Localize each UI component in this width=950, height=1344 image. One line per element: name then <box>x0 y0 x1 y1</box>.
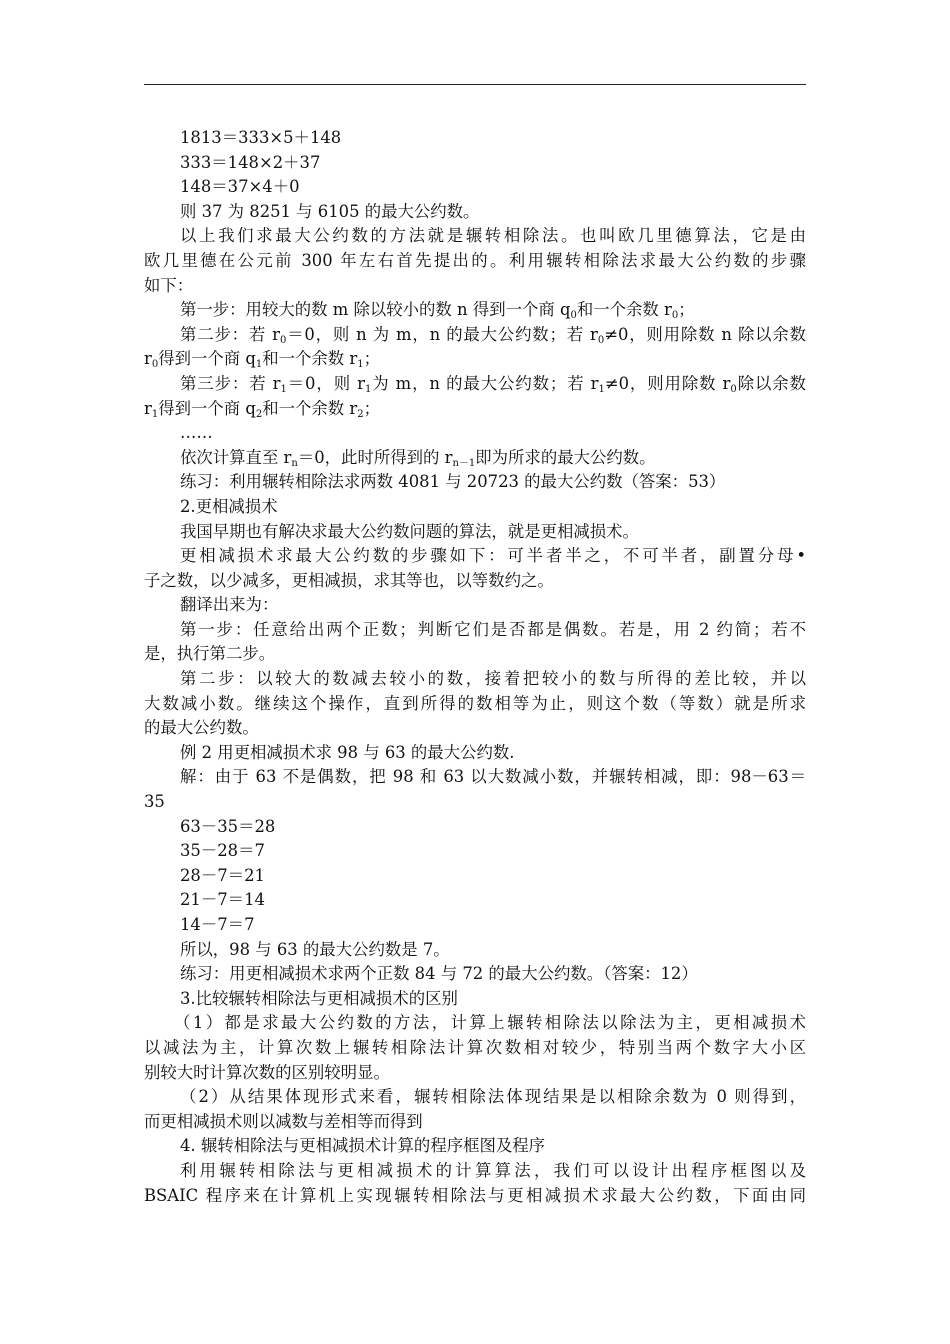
text-line <box>144 593 806 618</box>
text-line <box>144 962 806 987</box>
subscript: 0 <box>597 334 605 346</box>
text-line <box>144 569 806 594</box>
text-line <box>144 372 806 397</box>
text-line <box>144 224 806 249</box>
text-line <box>144 618 806 643</box>
text-line <box>144 200 806 225</box>
text-segment: 第一步：用较大的数 m 除以较小的数 n 得到一个商 q <box>180 300 571 320</box>
text-segment: ； <box>363 349 381 369</box>
text-line <box>144 1085 806 1110</box>
text-line <box>144 298 806 323</box>
text-segment: 14－7＝7 <box>180 915 255 934</box>
text-line <box>144 642 806 667</box>
text-segment: 和一个余数 r <box>576 300 672 320</box>
text-segment: 和一个余数 r <box>262 349 358 369</box>
text-segment: ＝0，则 r <box>286 373 365 393</box>
text-line <box>144 913 806 938</box>
text-segment: 3.比较辗转相除法与更相减损术的区别 <box>180 988 458 1008</box>
document-body <box>144 126 806 1208</box>
text-segment: r <box>144 349 152 369</box>
text-segment: 得到一个商 q <box>158 398 256 418</box>
text-segment: 以上我们求最大公约数的方法就是辗转相除法。也叫欧几里德算法，它是由 <box>180 226 806 246</box>
text-segment: 63－35＝28 <box>180 816 276 836</box>
text-line <box>144 249 806 274</box>
text-segment: ≠0，则用除数 n 除以余数 <box>604 324 807 344</box>
text-segment: 21－7＝14 <box>180 890 265 910</box>
text-line <box>144 667 806 692</box>
text-segment: ≠0，则用除数 r <box>604 373 731 393</box>
text-segment: 依次计算直至 r <box>180 447 292 467</box>
subscript: 1 <box>280 383 287 395</box>
text-line <box>144 470 806 495</box>
text-line <box>144 347 806 372</box>
text-segment: 1813＝333×5＋148 <box>180 128 342 147</box>
text-line <box>144 323 806 348</box>
text-segment: 例 2 用更相减损术求 98 与 63 的最大公约数. <box>180 742 515 762</box>
subscript: 0 <box>570 310 577 322</box>
text-line <box>144 815 806 840</box>
text-line <box>144 790 806 815</box>
text-line <box>144 938 806 963</box>
text-line <box>144 397 806 422</box>
text-segment: 利用辗转相除法与更相减损术的计算算法，我们可以设计出程序框图以及 <box>180 1160 806 1180</box>
text-line <box>144 1011 806 1036</box>
subscript: 0 <box>671 310 679 322</box>
text-line <box>144 520 806 545</box>
text-segment: 2.更相减损术 <box>180 496 278 516</box>
text-segment: （2）从结果体现形式来看，辗转相除法体现结果是以相除余数为 0 则得到， <box>180 1087 806 1107</box>
text-line <box>144 692 806 717</box>
text-segment: ＝0，则 n 为 m，n 的最大公约数；若 r <box>286 324 598 344</box>
text-line <box>144 864 806 889</box>
text-segment: 子之数，以少减多，更相减损，求其等也，以等数约之。 <box>144 570 554 590</box>
text-line <box>144 1159 806 1184</box>
text-segment: （1）都是求最大公约数的方法，计算上辗转相除法以除法为主，更相减损术 <box>174 1013 806 1033</box>
text-segment: 除以余数 <box>736 373 806 393</box>
text-line <box>144 126 806 151</box>
subscript: n－1 <box>452 457 476 469</box>
text-segment: 第三步：若 r <box>180 373 281 393</box>
text-line <box>144 495 806 520</box>
subscript: 0 <box>151 359 159 371</box>
text-segment: ； <box>678 300 695 320</box>
text-segment: 大数减小数。继续这个操作，直到所得的数相等为止，则这个数（等数）就是所求 <box>144 693 806 713</box>
text-segment: 欧几里德在公元前 300 年左右首先提出的。利用辗转相除法求最大公约数的步骤 <box>144 250 806 270</box>
text-segment: 而更相减损术则以减数与差相等而得到 <box>144 1111 423 1131</box>
text-line <box>144 544 806 569</box>
text-segment: 4. 辗转相除法与更相减损术计算的程序框图及程序 <box>180 1136 546 1156</box>
subscript: 1 <box>364 383 372 395</box>
text-segment: r <box>144 398 152 418</box>
text-line <box>144 175 806 200</box>
subscript: 1 <box>255 359 263 371</box>
text-segment: 翻译出来为： <box>180 595 279 615</box>
text-segment: 更相减损术求最大公约数的步骤如下：可半者半之，不可半者，副置分母• <box>180 546 806 566</box>
text-segment: 别较大时计算次数的区别较明显。 <box>144 1062 390 1082</box>
text-line <box>144 1061 806 1086</box>
text-segment: 第一步：任意给出两个正数；判断它们是否都是偶数。若是，用 2 约简；若不 <box>180 619 806 639</box>
text-segment: 如下： <box>144 275 194 295</box>
text-line <box>144 987 806 1012</box>
text-segment: 则 37 为 8251 与 6105 的最大公约数。 <box>180 201 480 221</box>
text-line <box>144 1036 806 1061</box>
text-segment: 第二步：以较大的数减去较小的数，接着把较小的数与所得的差比较，并以 <box>180 669 806 689</box>
text-segment: 我国早期也有解决求最大公约数问题的算法，就是更相减损术。 <box>180 521 639 541</box>
subscript: 2 <box>255 408 263 420</box>
subscript: 1 <box>357 359 364 371</box>
text-segment: 35－28＝7 <box>180 841 265 861</box>
text-line <box>144 421 806 446</box>
text-segment: 和一个余数 r <box>262 398 358 418</box>
text-segment: 所以，98 与 63 的最大公约数是 7。 <box>180 939 450 959</box>
text-segment: 练习：用更相减损术求两个正数 84 与 72 的最大公约数。（答案：12） <box>180 964 698 984</box>
text-segment: 35 <box>144 792 165 812</box>
text-line <box>144 274 806 299</box>
subscript: 1 <box>598 383 605 395</box>
text-segment: 28－7＝21 <box>180 865 265 885</box>
text-segment: 的最大公约数。 <box>144 718 259 738</box>
text-segment: 148＝37×4＋0 <box>180 177 300 197</box>
subscript: 1 <box>151 408 159 420</box>
text-line <box>144 1134 806 1159</box>
text-line <box>144 151 806 176</box>
subscript: 0 <box>730 383 737 395</box>
text-segment: 为 m，n 的最大公约数；若 r <box>371 373 599 393</box>
text-segment: 得到一个商 q <box>158 349 256 369</box>
text-segment: 是，执行第二步。 <box>144 644 276 664</box>
header-rule <box>144 84 806 85</box>
text-segment: …… <box>180 423 213 443</box>
text-segment: ＝0，此时所得到的 r <box>297 447 453 467</box>
text-line <box>144 741 806 766</box>
text-segment: 即为所求的最大公约数。 <box>475 447 656 467</box>
text-segment: 第二步：若 r <box>180 324 280 344</box>
text-line <box>144 839 806 864</box>
text-line <box>144 1110 806 1135</box>
subscript: 0 <box>279 334 287 346</box>
text-segment: ； <box>363 398 381 418</box>
text-segment: 练习：利用辗转相除法求两数 4081 与 20723 的最大公约数（答案：53） <box>180 472 726 492</box>
subscript: n <box>291 457 298 469</box>
text-segment: 以减法为主，计算次数上辗转相除法计算次数相对较少，特别当两个数字大小区 <box>144 1037 806 1057</box>
subscript: 2 <box>357 408 364 420</box>
text-segment: 解：由于 63 不是偶数，把 98 和 63 以大数减小数，并辗转相减，即：98－63＝ <box>180 767 806 787</box>
text-line <box>144 1184 806 1209</box>
text-line <box>144 888 806 913</box>
text-line <box>144 446 806 471</box>
text-line <box>144 765 806 790</box>
text-segment: BSAIC 程序来在计算机上实现辗转相除法与更相减损术求最大公约数，下面由同 <box>144 1185 806 1205</box>
text-line <box>144 716 806 741</box>
text-segment: 333＝148×2＋37 <box>180 152 321 172</box>
